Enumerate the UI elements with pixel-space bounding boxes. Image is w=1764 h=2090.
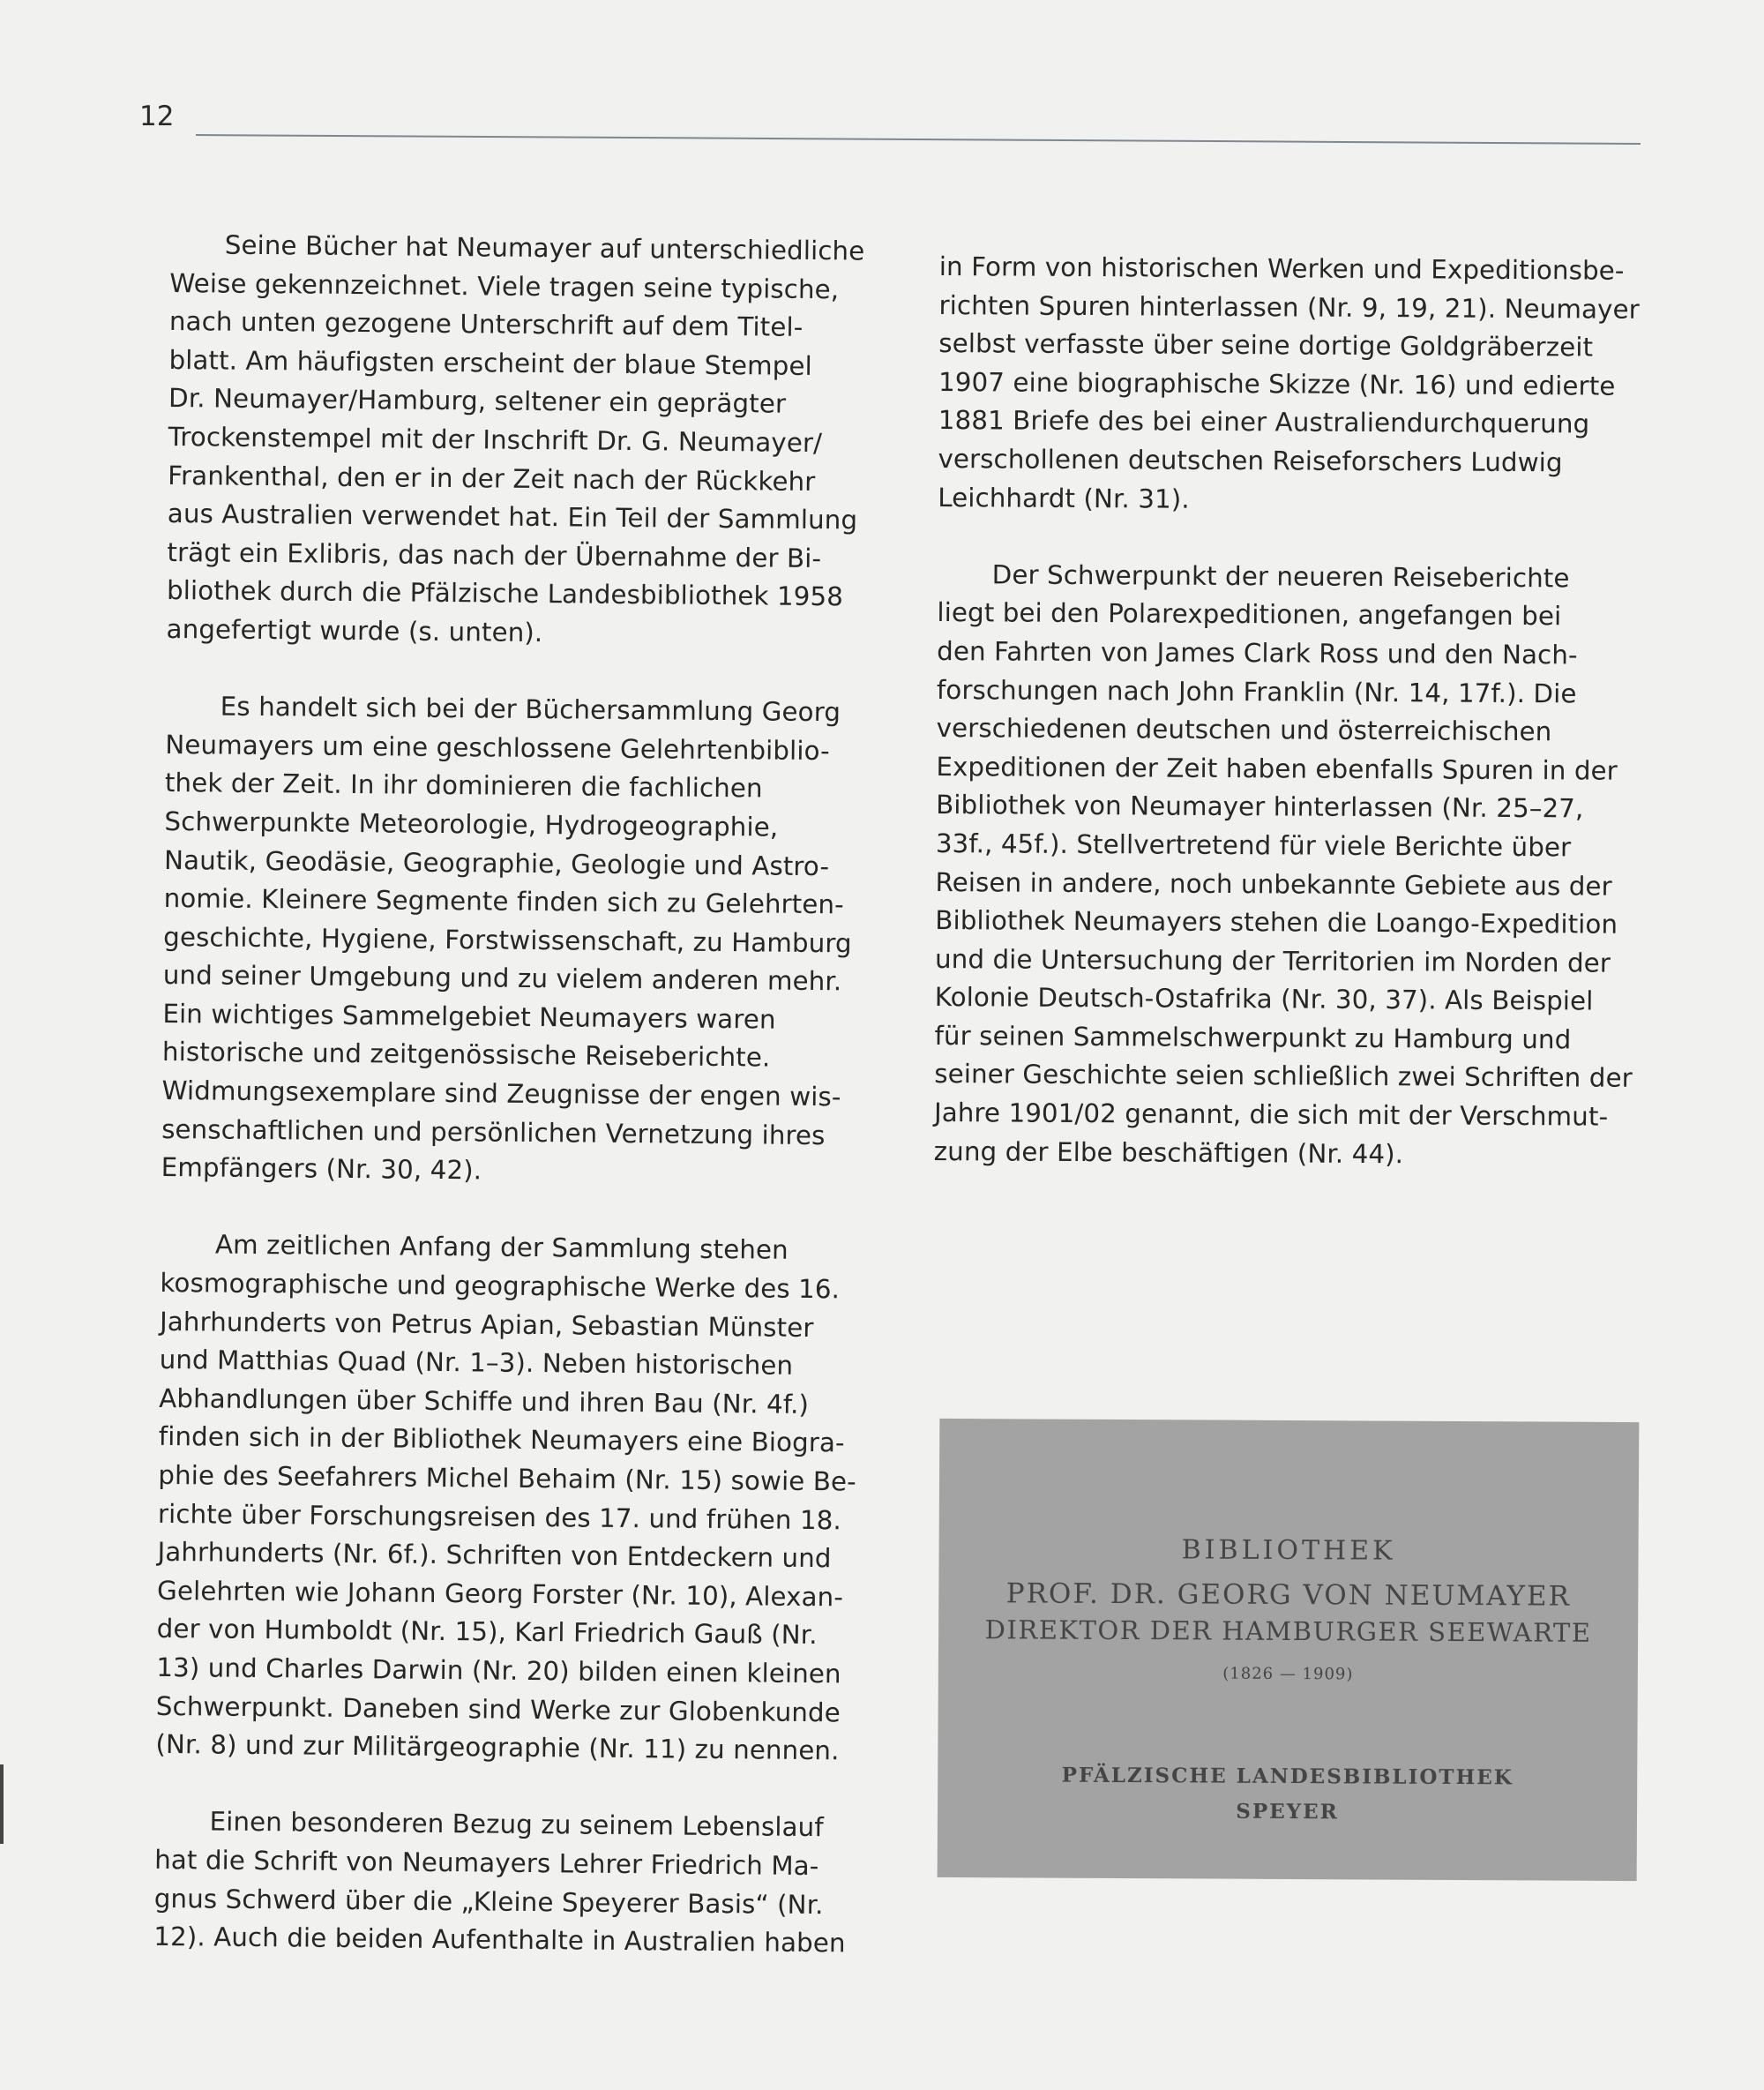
paragraph [155, 1225, 857, 1771]
text-line: forschungen nach John Franklin (Nr. 14, 17f.). Die [936, 674, 1577, 708]
text-line: Nautik, Geodäsie, Geographie, Geologie und Astro- [163, 844, 830, 881]
text-line: richte über Forschungsreisen des 17. und frühen 18. [157, 1498, 842, 1535]
text-line: Widmungsexemplare sind Zeugnisse der engen wis- [161, 1075, 841, 1112]
page-edge-mark [0, 1764, 4, 1844]
exlibris-owner: PROF. DR. GEORG VON NEUMAYER [1005, 1577, 1571, 1613]
text-line: Reisen in andere, noch unbekannte Gebiete aus der [935, 866, 1612, 902]
text-line: zung der Elbe beschäftigen (Nr. 44). [933, 1135, 1404, 1169]
text-line: Der Schwerpunkt der neueren Reiseberichte [991, 559, 1570, 594]
paragraph [161, 687, 863, 1194]
text-line: Jahre 1901/02 genannt, die sich mit der Verschmut- [933, 1097, 1609, 1132]
text-line: blatt. Am häufigsten erscheint der blaue Stempel [168, 344, 812, 381]
text-line: bliothek durch die Pfälzische Landesbibliothek 1958 [166, 575, 844, 612]
text-line: Frankenthal, den er in der Zeit nach der Rückkehr [168, 460, 816, 497]
exlibris-library: PFÄLZISCHE LANDESBIBLIOTHEK [1061, 1763, 1514, 1790]
text-line: in Form von historischen Werken und Expeditionsbe- [938, 251, 1625, 286]
text-line: Kolonie Deutsch-Ostafrika (Nr. 30, 37). Als Beispiel [934, 982, 1594, 1016]
text-line: seiner Geschichte seien schließlich zwei Schriften der [934, 1059, 1633, 1094]
right-column [933, 248, 1640, 1214]
text-line: und Matthias Quad (Nr. 1–3). Neben historischen [159, 1345, 794, 1382]
paragraph [166, 226, 867, 655]
exlibris-dates: (1826 — 1909) [1222, 1664, 1354, 1684]
page-number: 12 [139, 101, 175, 132]
text-line: Es handelt sich bei der Büchersammlung Georg [220, 691, 841, 728]
text-line: Ein wichtiges Sammelgebiet Neumayers waren [162, 998, 776, 1035]
text-line: nach unten gezogene Unterschrift auf dem Titel- [168, 306, 804, 343]
text-line: angefertigt wurde (s. unten). [166, 613, 543, 648]
text-line: Gelehrten wie Johann Georg Forster (Nr. 10), Alexan- [156, 1575, 844, 1613]
text-line: (Nr. 8) und zur Militärgeographie (Nr. 11) zu nennen. [155, 1729, 840, 1766]
text-line: 13) und Charles Darwin (Nr. 20) bilden einen kleinen [156, 1652, 841, 1689]
text-line: 33f., 45f.). Stellvertretend für viele Berichte über [935, 828, 1572, 863]
text-line: selbst verfasste über seine dortige Goldgräberzeit [938, 328, 1594, 363]
text-line: Am zeitlichen Anfang der Sammlung stehen [214, 1229, 789, 1266]
text-line: Jahrhunderts (Nr. 6f.). Schriften von Entdeckern und [157, 1537, 832, 1574]
text-line: Leichhardt (Nr. 31). [938, 482, 1190, 514]
text-line: finden sich in der Bibliothek Neumayers eine Biogra- [158, 1421, 845, 1458]
text-line: Abhandlungen über Schiffe und ihren Bau (Nr. 4f.) [159, 1382, 810, 1420]
text-line: Seine Bücher hat Neumayer auf unterschiedliche [224, 229, 865, 266]
text-line: Einen besonderen Bezug zu seinem Lebenslauf [209, 1806, 824, 1843]
text-line: Jahrhunderts von Petrus Apian, Sebastian Münster [159, 1306, 814, 1343]
text-line: 12). Auch die beiden Aufenthalte in Australien haben [153, 1921, 846, 1959]
text-line: thek der Zeit. In ihr dominieren die fachlichen [164, 768, 763, 804]
text-line: liegt bei den Polarexpeditionen, angefangen bei [937, 597, 1562, 632]
text-line: Bibliothek von Neumayer hinterlassen (Nr. 25–27, [936, 790, 1584, 824]
text-line: richten Spuren hinterlassen (Nr. 9, 19, 21). Neumayer [938, 289, 1640, 325]
text-line: und die Untersuchung der Territorien im Norden der [934, 943, 1611, 978]
text-line: 1907 eine biographische Skizze (Nr. 16) und edierte [938, 366, 1616, 401]
text-line: hat die Schrift von Neumayers Lehrer Friedrich Ma- [154, 1844, 819, 1882]
left-column [153, 226, 867, 2002]
text-line: kosmographische und geographische Werke des 16. [160, 1267, 841, 1305]
text-line: Neumayers um eine geschlossene Gelehrtenbiblio- [165, 729, 830, 766]
exlibris-title: BIBLIOTHEK [1181, 1534, 1396, 1567]
paragraph [934, 556, 1634, 1175]
text-line: Weise gekennzeichnet. Viele tragen seine typische, [169, 267, 840, 304]
text-line: historische und zeitgenössische Reiseberichte. [161, 1037, 771, 1074]
text-line: phie des Seefahrers Michel Behaim (Nr. 15) sowie Be- [158, 1459, 856, 1497]
header-rule [196, 134, 1641, 145]
text-line: verschollenen deutschen Reiseforschers Ludwig [938, 443, 1563, 478]
text-line: Trockenstempel mit der Inschrift Dr. G. Neumayer/ [168, 421, 823, 459]
text-line: Schwerpunkte Meteorologie, Hydrogeographie, [164, 805, 779, 843]
text-line: 1881 Briefe des bei einer Australiendurchquerung [938, 405, 1590, 439]
text-line: Bibliothek Neumayers stehen die Loango-Expedition [935, 905, 1618, 940]
text-line: und seiner Umgebung und zu vielem anderen mehr. [162, 960, 842, 997]
text-line: senschaftlichen und persönlichen Vernetzung ihres [161, 1113, 826, 1150]
text-line: trägt ein Exlibris, das nach der Übernahme der Bi- [167, 536, 822, 573]
text-line: nomie. Kleinere Segmente finden sich zu Gelehrten- [163, 883, 844, 920]
paragraph [938, 248, 1640, 521]
exlibris-city: SPEYER [1236, 1799, 1339, 1824]
text-line: Expeditionen der Zeit haben ebenfalls Spuren in der [936, 751, 1618, 786]
text-line: der von Humboldt (Nr. 15), Karl Friedrich Gauß (Nr. [156, 1614, 818, 1651]
paragraph [153, 1802, 852, 1963]
text-line: geschichte, Hygiene, Forstwissenschaft, zu Hamburg [163, 921, 852, 959]
text-line: für seinen Sammelschwerpunkt zu Hamburg und [934, 1020, 1572, 1055]
exlibris-position: DIREKTOR DER HAMBURGER SEEWARTE [984, 1614, 1592, 1648]
text-line: Schwerpunkt. Daneben sind Werke zur Globenkunde [155, 1690, 841, 1727]
text-line: den Fahrten von James Clark Ross und den Nach- [937, 635, 1578, 670]
text-line: Empfängers (Nr. 30, 42). [161, 1152, 482, 1186]
text-line: aus Australien verwendet hat. Ein Teil der Sammlung [167, 498, 858, 536]
text-line: gnus Schwerd über die „Kleine Speyerer Basis“ (Nr. [153, 1883, 824, 1920]
text-line: Dr. Neumayer/Hamburg, seltener ein geprägter [168, 383, 787, 420]
exlibris-image [938, 1419, 1640, 1881]
text-line: verschiedenen deutschen und österreichischen [936, 713, 1552, 747]
